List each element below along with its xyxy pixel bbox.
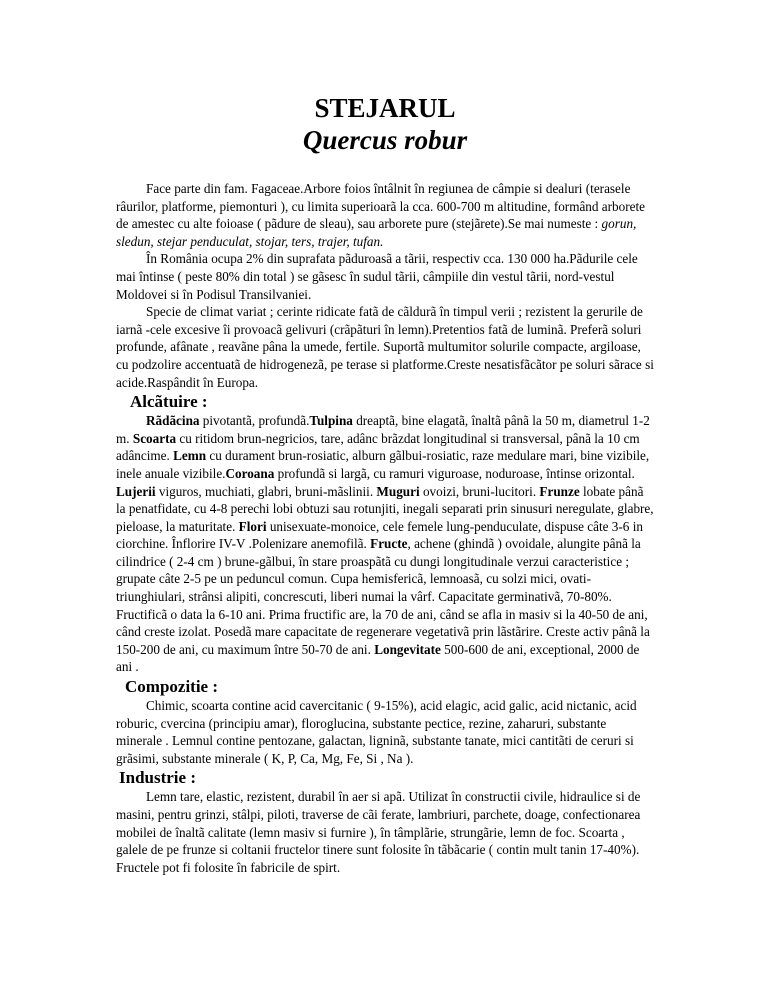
- desc-coroana: profundã si largã, cu ramuri viguroase, noduroase, întinse orizontal.: [274, 465, 635, 481]
- desc-scoarta: cu ritidom brun-negricios, tare, adânc brãzdat longitudinal si transversal, pânã la 10 cm adâncime.: [116, 430, 640, 464]
- term-scoarta: Scoarta: [132, 430, 177, 446]
- document-page: [116, 92, 654, 876]
- desc-lujerii: viguros, muchiati, glabri, bruni-mãslinii.: [155, 483, 377, 499]
- desc-longevitate: 500-600 de ani, exceptional, 2000 de ani .: [116, 641, 640, 675]
- term-lemn: Lemn: [173, 448, 207, 464]
- term-frunze: Frunze: [539, 483, 580, 499]
- desc-lemn: cu durament brun-rosiatic, alburn gãlbui-rosiatic, raze medulare mari, bine vizibile, inele anuale vizibile.: [116, 448, 650, 481]
- term-flori: Flori: [238, 518, 267, 534]
- common-names: gorun, sledun, stejar penducul​at, stojar, ters, trajer, tufan.: [116, 216, 637, 249]
- term-coroana: Coroana: [225, 465, 275, 481]
- term-radacina: Rãdãcina: [146, 413, 200, 429]
- compozitie-paragraph: Chimic, scoarta contine acid cavercitanic ( 9-15%), acid elagic, acid galic, acid nictanic, acid roburic, cvercina (principiu amar), floroglucina, substante pectice, rezine, zaharuri, substante minerale . Lemnul contine pentozane, galactan, ligninã, substante tanate, mici cantitãti de ceruri si grãsimi, substante minerale ( K, P, Ca, Mg, Fe, Si , Na ).: [116, 698, 637, 766]
- page-title: STEJARUL: [314, 93, 456, 123]
- desc-fructe: , achene (ghindã ) ovoidale, alungite pânã la cilindrice ( 2-4 cm ) brune-gãlbui, în stare proaspãtã cu dungi longitudinale verzui caracteristice ; grupate câte 2-5 pe un peduncul comun. Cupa hemisfericã, lemnoasã, cu solzi mici, ovati-triunghiulari, strânsi alipiti, concrescuti, liberi numai la vârf. Capacitate germinativã, 70-80%. Fructificã o data la 6-10 ani. Prima fructific are, la 70 de ani, când se afla in masiv si la 40-50 de ani, când creste izolat. Posedã mare capacitate de regenerare vegetativã prin lãstãrire. Creste activ pânã la 150-200 de ani, cu maximum între 50-70 de ani.: [116, 536, 650, 657]
- term-lujerii: Lujerii: [116, 483, 156, 499]
- alcatuire-paragraph: [116, 412, 654, 676]
- section-heading-compozitie: Compozitie :: [125, 677, 219, 697]
- section-heading-alcatuire: Alcãtuire :: [130, 392, 208, 412]
- industrie-paragraph: Lemn tare, elastic, rezistent, durabil în aer si apã. Utilizat în constructii civile, hidraulice si de masini, pentru grinzi, stâlpi, piloti, traverse de cãi ferate, lambriuri, parchete, doage, confectionarea mobilei de înaltã calitate (lemn masiv si furnire ), în tâmplãrie, strungãrie, lemn de foc. Scoarta , galele de pe frunze si coltanii fructelor tinere sunt folosite în tãbãcarie ( contin mult tanin 17-40%). Fructele pot fi folosite în fabricile de spirt.: [116, 789, 641, 875]
- term-fructe: Fructe: [370, 536, 408, 552]
- intro-paragraph-3: Specie de climat variat ; cerinte ridicate fatã de cãldurã în timpul verii ; rezistent la gerurile de iarnã -cele excesive îi provoacã gelivuri (crãpãturi în lemn).Pretentios fatã de luminã. Preferã soluri profunde, afânate , reavãne pâna la umede, fertile. Suportã multumitor solurile compacte, argiloase, cu podzolire accentuatã de hidrogenezã, pe terase si platforme.Creste nesatisfãcãtor pe soluri sãrace si acide.Raspândit în Europa.: [116, 304, 654, 390]
- desc-frunze: lobate pânã la penatfidate, cu 4-8 perechi lobi obtuzi sau rotunjiti, inegali separati prin sinusuri neregulate, glabre, pieloase, la maturitate.: [116, 483, 654, 534]
- term-muguri: Muguri: [376, 483, 420, 499]
- desc-tulpina: dreaptã, bine elagatã, înaltã pânã la 50 m, diametrul 1-2 m.: [116, 413, 650, 446]
- page-subtitle-latin-name: Quercus robur: [302, 125, 468, 155]
- desc-flori: unisexuate-monoice, cele femele lung-penduculate, dispuse câte 3-6 in ciorchine. Înflorire IV-V .Polenizare anemofilã.: [116, 518, 643, 552]
- intro-paragraph-2: În România ocupa 2% din suprafata pãduroasã a tãrii, respectiv cca. 130 000 ha.Pãdurile cele mai întinse ( peste 80% din total ) se gãsesc în sudul tãrii, câmpiile din vestul tãrii, nord-vestul Moldovei si în Podisul Transilvaniei.: [116, 251, 638, 302]
- section-heading-industrie: Industrie :: [119, 768, 196, 788]
- intro-paragraph-1: [116, 180, 654, 250]
- term-tulpina: Tulpina: [309, 413, 353, 429]
- intro-text-1: Face parte din fam. Fagaceae.Arbore foios întâlnit în regiunea de câmpie si dealuri (terasele râurilor, platforme, piemonturi ), cu limita superioarã la cca. 600-700 m altitudine, formând arborete de amestec cu alte foioase ( pãdure de sleau), sau arborete pure (stejãrete).Se mai numeste :: [116, 181, 645, 232]
- desc-radacina: pivotantã, profundã.: [199, 413, 310, 429]
- desc-muguri: ovoizi, bruni-lucitori.: [419, 483, 540, 499]
- term-longevitate: Longevitate: [374, 641, 441, 657]
